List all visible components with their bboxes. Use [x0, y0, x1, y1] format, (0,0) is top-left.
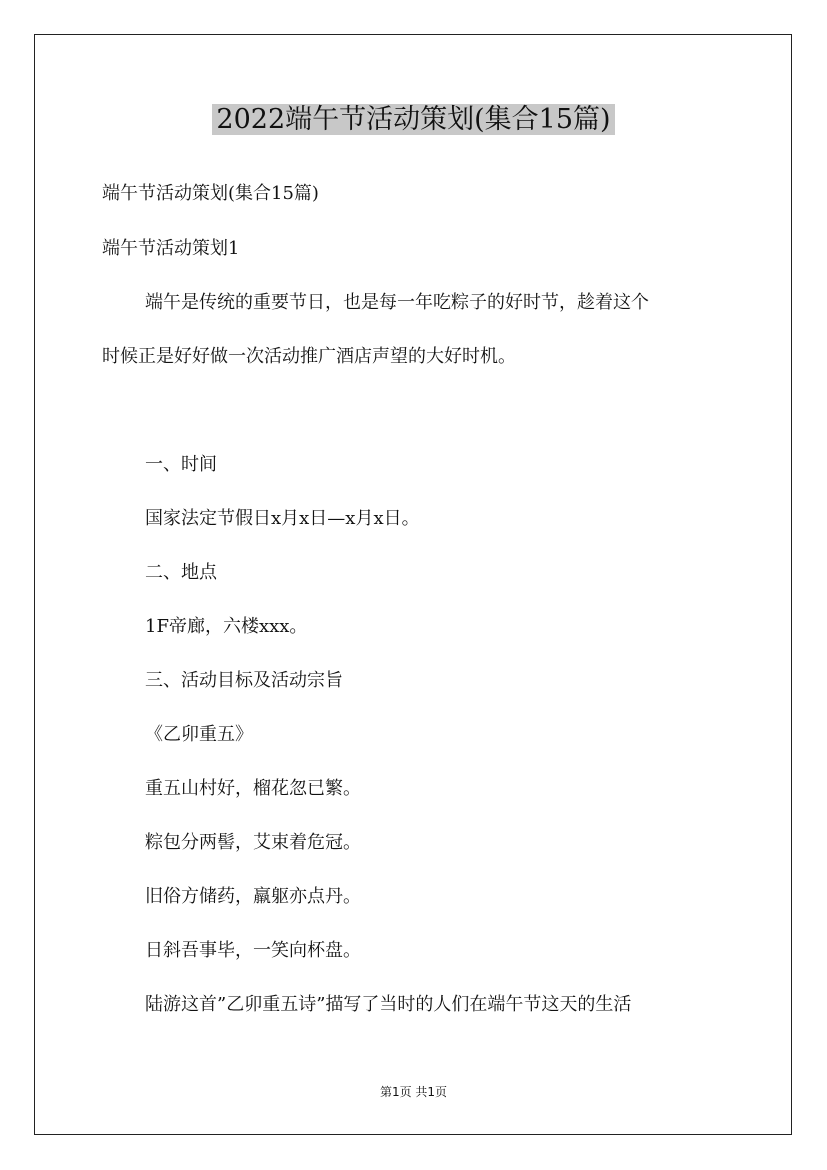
page-footer: 第1页 共1页 [379, 1085, 448, 1099]
document-subtitle: 端午节活动策划(集合15篇) [102, 183, 319, 204]
paragraph-line: 端午是传统的重要节日，也是每一年吃粽子的好时节，趁着这个 [145, 292, 649, 313]
paragraph-line: 时候正是好好做一次活动推广酒店声望的大好时机。 [102, 346, 516, 367]
poem-line: 旧俗方储药，羸躯亦点丹。 [145, 886, 361, 907]
document-title-text: 2022端午节活动策划(集合15篇) [212, 104, 614, 135]
poem-line: 粽包分两髻，艾束着危冠。 [145, 832, 361, 853]
paragraph-line: 国家法定节假日x月x日—x月x日。 [145, 508, 420, 529]
document-title [0, 100, 827, 140]
poem-title: 《乙卯重五》 [145, 724, 253, 745]
heading-time: 一、时间 [145, 454, 217, 475]
heading-goals: 三、活动目标及活动宗旨 [145, 670, 343, 691]
poem-line: 重五山村好，榴花忽已繁。 [145, 778, 361, 799]
paragraph-line: 1F帝廊，六楼xxx。 [145, 616, 308, 637]
paragraph-line: 陆游这首”乙卯重五诗”描写了当时的人们在端午节这天的生活 [145, 994, 632, 1015]
section-title: 端午节活动策划1 [102, 238, 240, 259]
heading-location: 二、地点 [145, 562, 217, 583]
poem-line: 日斜吾事毕，一笑向杯盘。 [145, 940, 361, 961]
